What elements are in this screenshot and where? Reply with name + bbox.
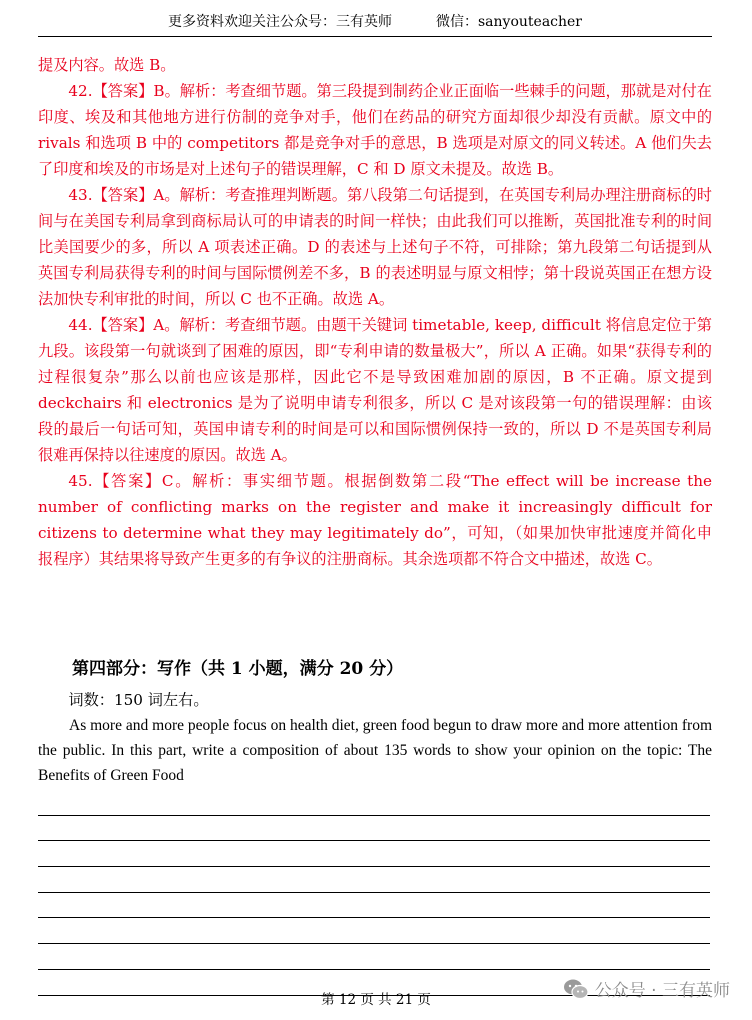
answer-43: 43.【答案】A。解析：考查推理判断题。第八段第二句话提到，在英国专利局办理注册商标的时间与在美国专利局拿到商标局认可的申请表的时间一样快；由此我们可以推断，英国批准专利的时间比美国要少的多，所以 A 项表述正确。D 的表述与上述句子不符，可排除；第九段第二句话提到从英国专利局获得专利的时间与国际惯例差不多，B 的表述明显与原文相悖；第十段说英国正在想方设法加快专利审批的时间，所以 C 也不正确。故选 A。 <box>38 186 712 308</box>
answer-lines <box>38 790 710 996</box>
answer-45: 45.【答案】C。解析：事实细节题。根据倒数第二段“The effect will be increase the number of conflicting marks on the register and make it increasingly difficult for citizens to determine what they may legitimately do”，可知，（如果加快审批速度并简化申报程序）其结果将导致产生更多的有争议的注册商标。其余选项都不符合文中描述，故选 C。 <box>38 472 712 568</box>
answer-line <box>38 867 710 893</box>
answer-line <box>38 790 710 816</box>
answer-42: 42.【答案】B。解析：考查细节题。第三段提到制药企业正面临一些棘手的问题，那就是对付在印度、埃及和其他地方进行仿制的竞争对手，他们在药品的研究方面却很少却没有贡献。原文中的 rivals 和选项 B 中的 competitors 都是竞争对手的意思，B 选项是对原文的同义转述。A 他们失去了印度和埃及的市场是对上述句子的错误理解，C 和 D 原文未提及。故选 B。 <box>38 82 712 178</box>
page-number: 第 12 页 共 21 页 <box>321 992 431 1008</box>
answer-line <box>38 816 710 842</box>
writing-prompt: As more and more people focus on health diet, green food begun to draw more and more attention from the public. In this part, write a composition of about 135 words to show your opinion on the topic: The Benefits of Green Food <box>38 717 712 784</box>
answer-explanations <box>38 52 712 572</box>
header-left-text: 更多资料欢迎关注公众号：三有英师 <box>168 14 392 30</box>
answer-line <box>38 944 710 970</box>
wechat-icon <box>563 978 589 1000</box>
answer-44: 44.【答案】A。解析：考查细节题。由题干关键词 timetable, keep, difficult 将信息定位于第九段。该段第一句就谈到了困难的原因，即“专利申请的数量极大”，所以 A 正确。如果“获得专利的过程很复杂”那么以前也应该是那样，因此它不是导致困难加剧的原因，B 不正确。原文提到 deckchairs 和 electronics 是为了说明申请专利很多，所以 C 是对该段第一句的错误理解：由该段的最后一句话可知，英国申请专利的时间是可以和国际惯例保持一致的，所以 D 不是英国专利局很难再保持以往速度的原因。故选 A。 <box>38 316 712 464</box>
writing-section <box>38 654 712 788</box>
writing-section-title: 第四部分：写作（共 1 小题，满分 20 分） <box>72 659 404 679</box>
page-header <box>38 8 712 37</box>
word-count-note: 词数：150 词左右。 <box>68 691 209 709</box>
answer-line <box>38 841 710 867</box>
watermark <box>563 976 730 1001</box>
header-right-text: 微信：sanyouteacher <box>436 14 582 30</box>
answer-line <box>38 893 710 919</box>
watermark-text: 公众号 · 三有英师 <box>594 981 730 1001</box>
answer-continuation: 提及内容。故选 B。 <box>38 56 176 74</box>
answer-line <box>38 918 710 944</box>
